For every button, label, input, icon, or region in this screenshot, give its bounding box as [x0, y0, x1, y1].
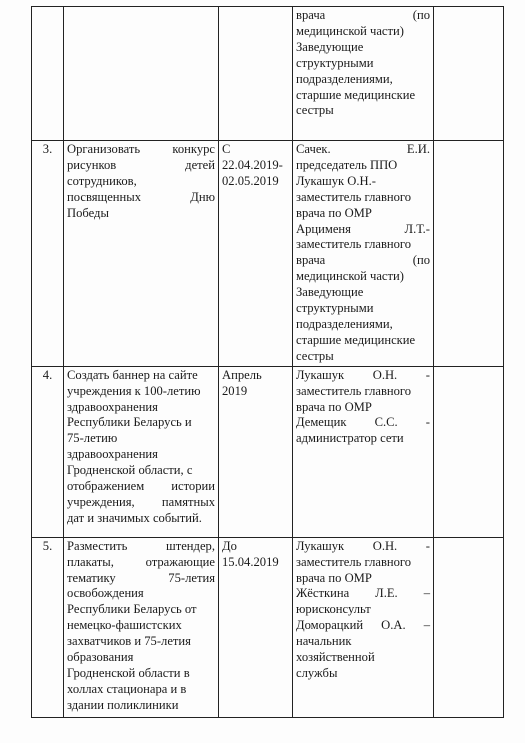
text-line: Республики Беларусь и — [67, 415, 192, 430]
text-word: Е.И. — [406, 142, 430, 156]
text-line — [67, 479, 215, 495]
text-word: Дню — [190, 189, 215, 204]
text-word: О.Н. — [372, 367, 398, 382]
row-number — [32, 7, 64, 141]
table-row — [32, 366, 504, 537]
text-word: Л.Е. — [375, 586, 398, 601]
text-line — [67, 495, 215, 511]
text-line — [67, 539, 215, 555]
responsible-cell — [293, 537, 434, 717]
text-line: врача по ОМР — [296, 205, 372, 220]
date-cell — [219, 537, 293, 717]
text-line: председатель ППО — [296, 157, 398, 172]
text-line: врача по ОМР — [296, 570, 372, 585]
text-word: О.Н. — [372, 538, 398, 553]
text-word: конкурс — [172, 142, 215, 156]
text-line: заместитель главного — [296, 554, 412, 569]
activity-cell — [64, 537, 219, 717]
text-word: штендер, — [166, 538, 215, 553]
text-line: Лукашук О.Н.- — [296, 173, 376, 188]
text-line: Апрель — [222, 367, 262, 382]
text-word: плакаты, — [67, 554, 114, 569]
text-word: детей — [185, 157, 215, 172]
text-line: сестры — [296, 348, 334, 363]
date-cell — [219, 366, 293, 537]
text-line: структурными — [296, 301, 374, 316]
text-line: 75-летию — [67, 431, 118, 446]
event-plan-body — [32, 7, 504, 718]
row-number: 3. — [32, 141, 64, 367]
event-plan-table — [31, 6, 504, 718]
text-line: медицинской части) — [296, 23, 404, 38]
note-cell — [434, 537, 504, 717]
text-word: – — [423, 586, 430, 601]
date-cell — [219, 7, 293, 141]
text-line: здании поликлиники — [67, 697, 179, 712]
text-word: - — [425, 538, 430, 553]
text-word: истории — [171, 479, 215, 494]
text-line: Заведующие — [296, 39, 364, 54]
activity-cell — [64, 7, 219, 141]
text-word: врача — [296, 8, 326, 22]
text-line: До — [222, 538, 237, 553]
text-line — [296, 253, 430, 269]
text-word: Доморацкий — [296, 618, 364, 633]
text-line — [296, 142, 430, 158]
text-word: Жёсткина — [296, 586, 350, 601]
text-word: Демещик — [296, 415, 347, 430]
text-line: 22.04.2019- — [222, 157, 283, 172]
responsible-cell — [293, 141, 434, 367]
text-word: Сачек. — [296, 142, 331, 156]
text-line: здравоохранения — [67, 399, 158, 414]
text-word: (по — [412, 8, 430, 22]
text-line: Республики Беларусь от — [67, 602, 197, 617]
text-line: структурными — [296, 55, 374, 70]
text-line — [296, 618, 430, 634]
text-word: - — [425, 367, 430, 382]
text-line: здравоохранения — [67, 447, 158, 462]
text-word: отображением — [67, 479, 145, 494]
text-line — [67, 190, 215, 206]
text-line: 15.04.2019 — [222, 554, 279, 569]
text-line: дат и значимых событий. — [67, 510, 202, 525]
note-cell — [434, 7, 504, 141]
text-line: Заведующие — [296, 285, 364, 300]
text-word: памятных — [161, 494, 215, 509]
responsible-cell — [293, 7, 434, 141]
text-line: холлах стационара и в — [67, 681, 187, 696]
text-line: образования — [67, 650, 134, 665]
text-line: 2019 — [222, 383, 248, 398]
text-line — [296, 415, 430, 431]
text-line — [67, 142, 215, 158]
text-line: Гродненской области, с — [67, 463, 193, 478]
text-line — [67, 158, 215, 174]
text-line: начальник — [296, 634, 352, 649]
text-line: немецко-фашистских — [67, 618, 182, 633]
text-word: О.А. — [381, 618, 406, 633]
text-word: посвященных — [67, 189, 142, 204]
text-line: учреждения к 100-летию — [67, 383, 201, 398]
text-line — [296, 539, 430, 555]
text-word: - — [425, 415, 430, 430]
text-line: врача по ОМР — [296, 399, 372, 414]
text-line: заместитель главного — [296, 189, 412, 204]
text-word: Разместить — [67, 538, 128, 553]
text-word: учреждения, — [67, 494, 135, 509]
responsible-cell — [293, 366, 434, 537]
text-line: медицинской части) — [296, 269, 404, 284]
text-line: подразделениями, — [296, 316, 393, 331]
text-word: отражающие — [145, 554, 215, 569]
text-word: Л.Т.- — [404, 221, 430, 236]
text-line: сотрудников, — [67, 173, 137, 188]
text-word: – — [423, 618, 430, 633]
text-line — [296, 222, 430, 238]
text-word: Арцименя — [296, 221, 351, 236]
text-line: хозяйственной — [296, 650, 375, 665]
activity-cell — [64, 141, 219, 367]
table-row — [32, 537, 504, 717]
text-word: врача — [296, 253, 326, 268]
text-word: Лукашук — [296, 538, 345, 553]
text-line: С — [222, 142, 231, 156]
text-word: (по — [412, 253, 430, 268]
row-number: 5. — [32, 537, 64, 717]
text-line — [296, 368, 430, 384]
text-line — [296, 8, 430, 24]
row-number: 4. — [32, 366, 64, 537]
table-row — [32, 7, 504, 141]
note-cell — [434, 366, 504, 537]
text-line: сестры — [296, 103, 334, 118]
text-line: захватчиков и 75-летия — [67, 634, 191, 649]
text-word: тематику — [67, 570, 116, 585]
text-word: рисунков — [67, 157, 117, 172]
table-row — [32, 141, 504, 367]
note-cell — [434, 141, 504, 367]
text-line: заместитель главного — [296, 383, 412, 398]
activity-cell — [64, 366, 219, 537]
text-line: Создать баннер на сайте — [67, 367, 198, 382]
text-line: администратор сети — [296, 431, 404, 446]
text-line: освобождения — [67, 586, 144, 601]
text-line: юрисконсульт — [296, 602, 371, 617]
date-cell — [219, 141, 293, 367]
text-line — [296, 586, 430, 602]
text-line — [67, 555, 215, 571]
text-word: Организовать — [67, 142, 141, 156]
text-line — [67, 571, 215, 587]
text-line: старшие медицинские — [296, 332, 416, 347]
text-line: заместитель главного — [296, 237, 412, 252]
text-line: подразделениями, — [296, 71, 393, 86]
text-line: службы — [296, 665, 338, 680]
text-line: Гродненской области в — [67, 665, 190, 680]
text-line: старшие медицинские — [296, 87, 416, 102]
text-word: Лукашук — [296, 367, 345, 382]
text-word: С.С. — [374, 415, 398, 430]
text-line: 02.05.2019 — [222, 173, 279, 188]
text-word: 75-летия — [168, 570, 215, 585]
text-line: Победы — [67, 205, 109, 220]
